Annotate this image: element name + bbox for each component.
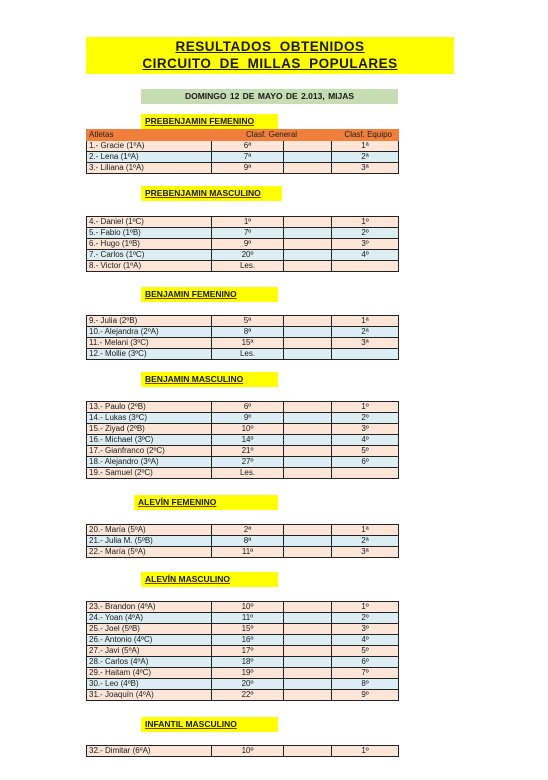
table-row: [87, 457, 399, 468]
empty-cell: [284, 424, 332, 435]
empty-cell: [284, 413, 332, 424]
empty-cell: [284, 657, 332, 668]
athlete-cell: 14.- Lukas (3ºC): [87, 413, 212, 424]
athlete-cell: 8.- Victor (1ºA): [87, 261, 212, 272]
general-cell: 11ª: [212, 547, 284, 558]
team-cell: 1º: [332, 602, 399, 613]
table-row: [87, 613, 399, 624]
general-cell: 9ª: [212, 163, 284, 174]
table-row: [87, 141, 399, 152]
empty-cell: [284, 261, 332, 272]
team-cell: 1ª: [332, 316, 399, 327]
athlete-cell: 21.- Julia M. (5ºB): [87, 536, 212, 547]
team-cell: 2º: [332, 228, 399, 239]
empty-cell: [284, 402, 332, 413]
table-row: [87, 635, 399, 646]
team-cell: 3º: [332, 239, 399, 250]
athlete-cell: 15.- Ziyad (2ºB): [87, 424, 212, 435]
category-heading: [141, 372, 278, 387]
athlete-cell: 2.- Lena (1ºA): [87, 152, 212, 163]
athlete-cell: 19.- Samuel (2ºC): [87, 468, 212, 479]
results-table: [86, 601, 399, 701]
empty-cell: [284, 250, 332, 261]
table-row: [87, 228, 399, 239]
team-cell: 3º: [332, 424, 399, 435]
empty-cell: [284, 141, 332, 152]
column-header-general: Clasf. General: [212, 130, 332, 141]
general-cell: 8ª: [212, 536, 284, 547]
team-cell: [332, 349, 399, 360]
table-row: [87, 690, 399, 701]
team-cell: 4º: [332, 250, 399, 261]
general-cell: 17º: [212, 646, 284, 657]
general-cell: 16º: [212, 635, 284, 646]
athlete-cell: 7.- Carlos (1ºC): [87, 250, 212, 261]
table-row: [87, 468, 399, 479]
general-cell: 18º: [212, 657, 284, 668]
athlete-cell: 26.- Antonio (4ºC): [87, 635, 212, 646]
athlete-cell: 10.- Alejandra (2ºA): [87, 327, 212, 338]
empty-cell: [284, 536, 332, 547]
table-row: [87, 163, 399, 174]
athlete-cell: 11.- Melani (3ºC): [87, 338, 212, 349]
athlete-cell: 20.- María (5ºA): [87, 525, 212, 536]
general-cell: 5ª: [212, 316, 284, 327]
athlete-cell: 9.- Julia (2ºB): [87, 316, 212, 327]
table-row: [87, 316, 399, 327]
general-cell: 21º: [212, 446, 284, 457]
athlete-cell: 1.- Gracie (1ºA): [87, 141, 212, 152]
empty-cell: [284, 668, 332, 679]
empty-cell: [284, 349, 332, 360]
general-cell: Les.: [212, 261, 284, 272]
general-cell: 27º: [212, 457, 284, 468]
table-row: [87, 239, 399, 250]
team-cell: 5º: [332, 446, 399, 457]
table-row: [87, 746, 399, 757]
table-row: [87, 413, 399, 424]
category-label: PREBENJAMIN FEMENINO: [145, 116, 255, 126]
empty-cell: [284, 547, 332, 558]
table-row: [87, 261, 399, 272]
empty-cell: [284, 327, 332, 338]
general-cell: 14º: [212, 435, 284, 446]
empty-cell: [284, 316, 332, 327]
empty-cell: [284, 228, 332, 239]
table-row: [87, 525, 399, 536]
empty-cell: [284, 239, 332, 250]
athlete-cell: 32.- Dimitar (6ºA): [87, 746, 212, 757]
general-cell: 19º: [212, 668, 284, 679]
table-row: [87, 349, 399, 360]
table-row: [87, 338, 399, 349]
category-heading: [141, 114, 278, 129]
general-cell: 6ª: [212, 141, 284, 152]
empty-cell: [284, 435, 332, 446]
athlete-cell: 12.- Mollie (3ºC): [87, 349, 212, 360]
table-row: [87, 327, 399, 338]
general-cell: 15ª: [212, 338, 284, 349]
team-cell: 3ª: [332, 163, 399, 174]
general-cell: Les.: [212, 349, 284, 360]
table-row: [87, 435, 399, 446]
general-cell: 10º: [212, 746, 284, 757]
athlete-cell: 18.- Alejandro (3ºA): [87, 457, 212, 468]
general-cell: 7º: [212, 228, 284, 239]
athlete-cell: 6.- Hugo (1ºB): [87, 239, 212, 250]
team-cell: 1ª: [332, 141, 399, 152]
general-cell: 20º: [212, 679, 284, 690]
category-label: BENJAMIN FEMENINO: [145, 289, 237, 299]
general-cell: 10º: [212, 602, 284, 613]
team-cell: 6º: [332, 657, 399, 668]
empty-cell: [284, 613, 332, 624]
team-cell: 6º: [332, 457, 399, 468]
category-label: PREBENJAMIN MASCULINO: [145, 188, 261, 198]
general-cell: 9º: [212, 239, 284, 250]
athlete-cell: 17.- Gianfranco (2ºC): [87, 446, 212, 457]
team-cell: [332, 468, 399, 479]
table-row: [87, 250, 399, 261]
category-heading: [134, 495, 278, 510]
category-label: INFANTIL MASCULINO: [145, 719, 237, 729]
page-title: RESULTADOS OBTENIDOS: [175, 39, 365, 54]
general-cell: 15º: [212, 624, 284, 635]
team-cell: 2º: [332, 613, 399, 624]
table-row: [87, 446, 399, 457]
empty-cell: [284, 690, 332, 701]
empty-cell: [284, 746, 332, 757]
table-row: [87, 679, 399, 690]
team-cell: 2ª: [332, 536, 399, 547]
team-cell: 1º: [332, 746, 399, 757]
team-cell: 1º: [332, 402, 399, 413]
table-row: [87, 536, 399, 547]
empty-cell: [284, 163, 332, 174]
team-cell: 5º: [332, 646, 399, 657]
empty-cell: [284, 152, 332, 163]
athlete-cell: 29.- Haitam (4ºC): [87, 668, 212, 679]
general-cell: 2ª: [212, 525, 284, 536]
athlete-cell: 25.- Joel (5ºB): [87, 624, 212, 635]
team-cell: 3º: [332, 624, 399, 635]
athlete-cell: 5.- Fabio (1ºB): [87, 228, 212, 239]
team-cell: [332, 261, 399, 272]
results-table: [86, 216, 399, 272]
title-banner: [86, 37, 454, 74]
team-cell: 2ª: [332, 327, 399, 338]
empty-cell: [284, 679, 332, 690]
general-cell: 10º: [212, 424, 284, 435]
team-cell: 8º: [332, 679, 399, 690]
general-cell: 1º: [212, 217, 284, 228]
team-cell: 7º: [332, 668, 399, 679]
general-cell: Les.: [212, 468, 284, 479]
category-heading: [141, 572, 278, 587]
table-row: [87, 602, 399, 613]
results-table: [86, 315, 399, 360]
athlete-cell: 22.- María (5ºA): [87, 547, 212, 558]
athlete-cell: 31.- Joaquín (4ºA): [87, 690, 212, 701]
category-label: ALEVÍN MASCULINO: [145, 574, 230, 584]
event-date: DOMINGO 12 DE MAYO DE 2.013, MIJAS: [141, 89, 398, 104]
team-cell: 2ª: [332, 152, 399, 163]
empty-cell: [284, 446, 332, 457]
category-heading: [141, 717, 278, 732]
athlete-cell: 24.- Yoan (4ºA): [87, 613, 212, 624]
general-cell: 22º: [212, 690, 284, 701]
athlete-cell: 27.- Javi (5ºA): [87, 646, 212, 657]
empty-cell: [284, 468, 332, 479]
general-cell: 6º: [212, 402, 284, 413]
table-row: [87, 668, 399, 679]
empty-cell: [284, 646, 332, 657]
results-table: [86, 401, 399, 479]
table-row: [87, 547, 399, 558]
empty-cell: [284, 338, 332, 349]
table-row: [87, 424, 399, 435]
general-cell: 20º: [212, 250, 284, 261]
results-table: [86, 745, 399, 757]
team-cell: 3ª: [332, 547, 399, 558]
table-header-row: [87, 130, 399, 141]
page-subtitle: CIRCUITO DE MILLAS POPULARES: [142, 56, 398, 71]
team-cell: 1º: [332, 217, 399, 228]
column-header-team: Clasf. Equipo: [332, 130, 399, 141]
general-cell: 9º: [212, 413, 284, 424]
team-cell: 3ª: [332, 338, 399, 349]
general-cell: 11º: [212, 613, 284, 624]
table-row: [87, 624, 399, 635]
team-cell: 9º: [332, 690, 399, 701]
results-table: [86, 524, 399, 558]
athlete-cell: 30.- Leo (4ºB): [87, 679, 212, 690]
empty-cell: [284, 624, 332, 635]
category-label: BENJAMIN MASCULINO: [145, 374, 244, 384]
empty-cell: [284, 635, 332, 646]
category-heading: [141, 287, 278, 302]
athlete-cell: 3.- Liliana (1ºA): [87, 163, 212, 174]
table-row: [87, 646, 399, 657]
athlete-cell: 16.- Michael (3ºC): [87, 435, 212, 446]
category-heading: [141, 186, 282, 201]
athlete-cell: 4.- Daniel (1ºC): [87, 217, 212, 228]
category-label: ALEVÍN FEMENINO: [138, 497, 217, 507]
general-cell: 8ª: [212, 327, 284, 338]
empty-cell: [284, 217, 332, 228]
table-row: [87, 152, 399, 163]
table-row: [87, 217, 399, 228]
empty-cell: [284, 602, 332, 613]
team-cell: 4º: [332, 435, 399, 446]
results-table: [86, 129, 399, 174]
empty-cell: [284, 457, 332, 468]
empty-cell: [284, 525, 332, 536]
athlete-cell: 23.- Brandon (4ºA): [87, 602, 212, 613]
team-cell: 1ª: [332, 525, 399, 536]
table-row: [87, 657, 399, 668]
athlete-cell: 28.- Carlos (4ºA): [87, 657, 212, 668]
column-header-athlete: Atletas: [87, 130, 212, 141]
team-cell: 4º: [332, 635, 399, 646]
athlete-cell: 13.- Paulo (2ºB): [87, 402, 212, 413]
general-cell: 7ª: [212, 152, 284, 163]
team-cell: 2º: [332, 413, 399, 424]
table-row: [87, 402, 399, 413]
